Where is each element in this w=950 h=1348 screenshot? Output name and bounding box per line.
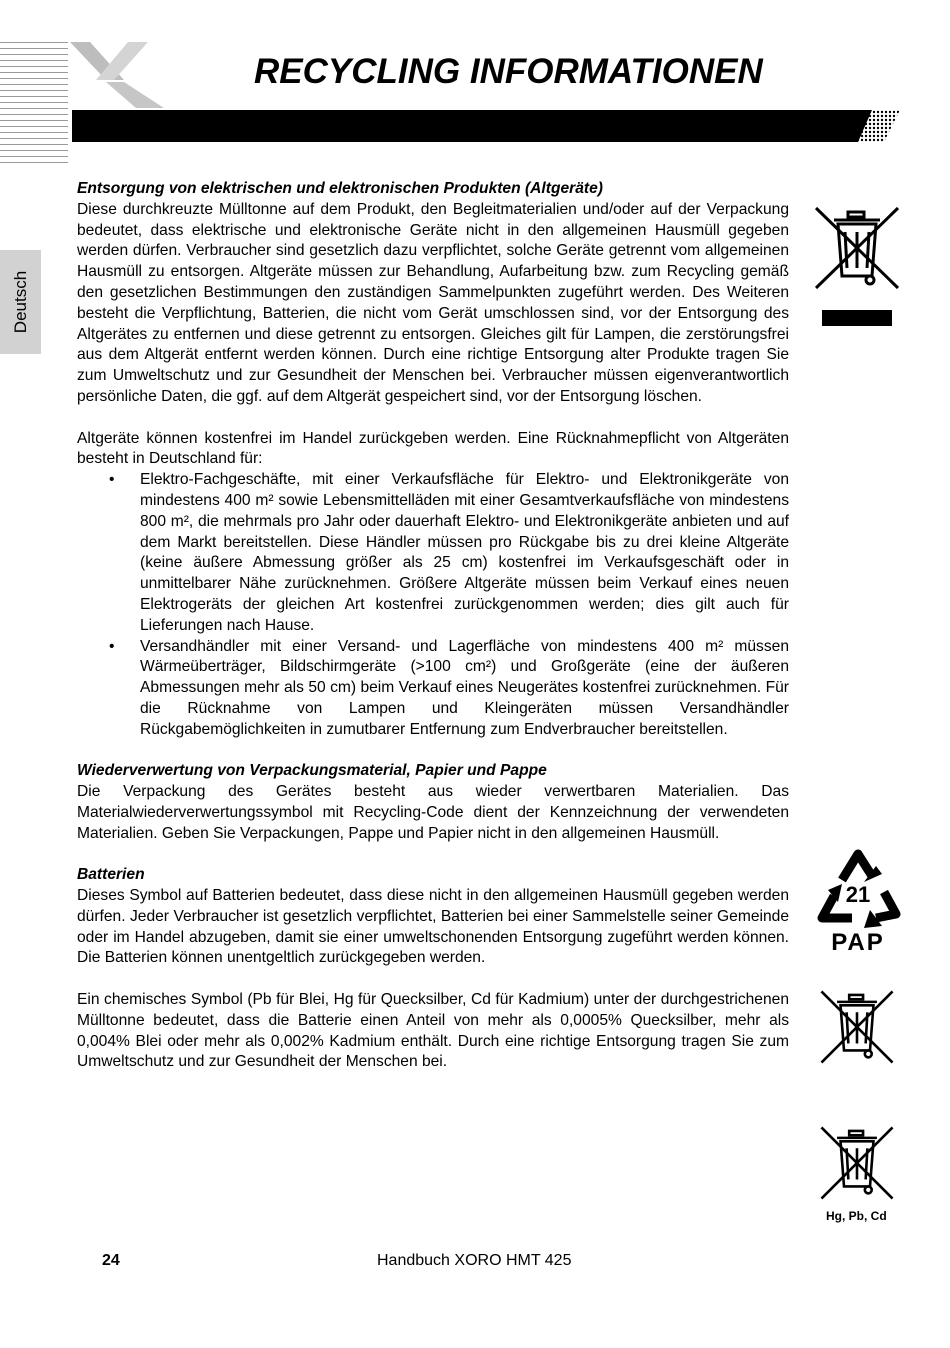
page-number: 24 — [102, 1252, 120, 1269]
main-content — [77, 179, 789, 1073]
return-paragraph: Altgeräte können kostenfrei im Handel zurückgeben werden. Eine Rücknahmepflicht von Altgeräten besteht in Deutschland für: — [77, 429, 789, 468]
list-item-text: Versandhändler mit einer Versand- und Lagerfläche von mindestens 400 m² müssen Wärmeüberträger, Bildschirmgeräte (>100 cm²) und Großgeräte (eine der äußeren Abmessungen mehr als 50 cm) beim Verkauf eines Neugerätes kostenfrei zurücknehmen. Für die Rücknahme von Lampen und Kleingeräten müssen Versandhändler Rückgabemöglichkeiten in zumutbarer Entfernung zum Endverbraucher bereitstellen. — [140, 637, 789, 738]
crossed-bin-icon — [812, 204, 902, 330]
recycle-code: 21 — [845, 882, 871, 907]
chemical-paragraph: Ein chemisches Symbol (Pb für Blei, Hg für Quecksilber, Cd für Kadmium) unter der durchgestrichenen Mülltonne bedeutet, dass die Batterie einen Anteil von mehr als 0,0005% Quecksilber, mehr als 0,004% Blei oder mehr als 0,002% Kadmium enthält. Durch eine richtige Entsorgung tragen Sie zum Umweltschutz und zur Gesundheit der Menschen bei. — [77, 991, 789, 1071]
chemical-crossed-bin-icon — [818, 1122, 896, 1204]
page-title: RECYCLING INFORMATIONEN — [254, 52, 763, 91]
batteries-heading: Batterien — [77, 866, 145, 884]
recycling-symbol-icon — [812, 844, 904, 956]
batteries-paragraph: Dieses Symbol auf Batterien bedeutet, dass diese nicht in den allgemeinen Hausmüll gegeben werden dürfen. Jeder Verbraucher ist gesetzlich verpflichtet, Batterien bei einer Sammelstelle seiner Gemeinde oder im Handel abzugeben, damit sie einer umweltschonenden Entsorgung zugeführt werden können. Die Batterien können unentgeltlich zurückgegeben werden. — [77, 887, 789, 967]
packaging-heading: Wiederverwertung von Verpackungsmaterial, Papier und Pappe — [77, 762, 547, 780]
battery-crossed-bin-icon — [818, 986, 896, 1068]
bullet-icon: • — [109, 471, 115, 489]
list-item-text: Elektro-Fachgeschäfte, mit einer Verkaufsfläche für Elektro- und Elektronikgeräte von mindestens 400 m² sowie Lebensmittelläden mit einer Gesamtverkaufsfläche von mindestens 800 m², die mehrmals pro Jahr oder dauerhaft Elektro- und Elektronikgeräte anbieten und auf dem Markt bereitstellen. Diese Händler müssen pro Rückgabe bis zu drei kleine Altgeräte (keine äußere Abmessung größer als 25 cm) kostenfrei im Verkaufsgeschäft oder in unmittelbarer Nähe zurücknehmen. Größere Altgeräte müssen beim Verkauf eines neuen Elektrogeräts der gleichen Art kostenfrei zurückgenommen werden; dies gilt auch für Lieferungen nach Hause. — [140, 471, 789, 634]
weee-paragraph: Diese durchkreuzte Mülltonne auf dem Produkt, den Begleitmaterialien und/oder auf der Verpackung bedeutet, dass elektrische und elektronische Geräte nicht in den allgemeinen Hausmüll gegeben werden dürfen. Verbraucher sind gesetzlich dazu verpflichtet, solche Geräte getrennt vom allgemeinen Hausmüll zu entsorgen. Altgeräte müssen zur Behandlung, Aufarbeitung bzw. zum Recycling gemäß den gesetzlichen Bestimmungen den zuständigen Sammelpunkten zugeführt werden. Des Weiteren besteht die Verpflichtung, Batterien, die nicht vom Gerät umschlossen sind, vor der Entsorgung des Altgerätes zu entfernen und diese getrennt zu entsorgen. Gleiches gilt für Lampen, die zerstörungsfrei aus dem Altgerät entfernt werden können. Durch eine richtige Entsorgung alter Produkte tragen Sie zum Umweltschutz und zur Gesundheit der Menschen bei. Verbraucher müssen eigenverantwortlich persönliche Daten, die ggf. auf dem Altgerät gespeichert sind, vor der Entsorgung löschen. — [77, 200, 789, 405]
return-list — [77, 470, 789, 740]
header-lines — [0, 42, 68, 172]
recycle-material: PAP — [831, 929, 885, 956]
list-item — [77, 470, 789, 636]
xoro-logo — [66, 40, 166, 110]
title-bar — [72, 110, 900, 142]
weee-heading: Entsorgung von elektrischen und elektronischen Produkten (Altgeräte) — [77, 180, 603, 197]
language-tab — [0, 250, 41, 354]
language-label: Deutsch — [10, 270, 30, 334]
list-item — [77, 637, 789, 741]
manual-title: Handbuch XORO HMT 425 — [377, 1252, 572, 1269]
bullet-icon: • — [109, 637, 115, 655]
packaging-paragraph: Die Verpackung des Gerätes besteht aus wieder verwertbaren Materialien. Das Materialwiederverwertungssymbol mit Recycling-Code dient der Kennzeichnung der verwendeten Materialien. Geben Sie Verpackungen, Pappe und Papier nicht in den allgemeinen Hausmüll. — [77, 783, 789, 842]
chemical-label: Hg, Pb, Cd — [826, 1209, 887, 1223]
